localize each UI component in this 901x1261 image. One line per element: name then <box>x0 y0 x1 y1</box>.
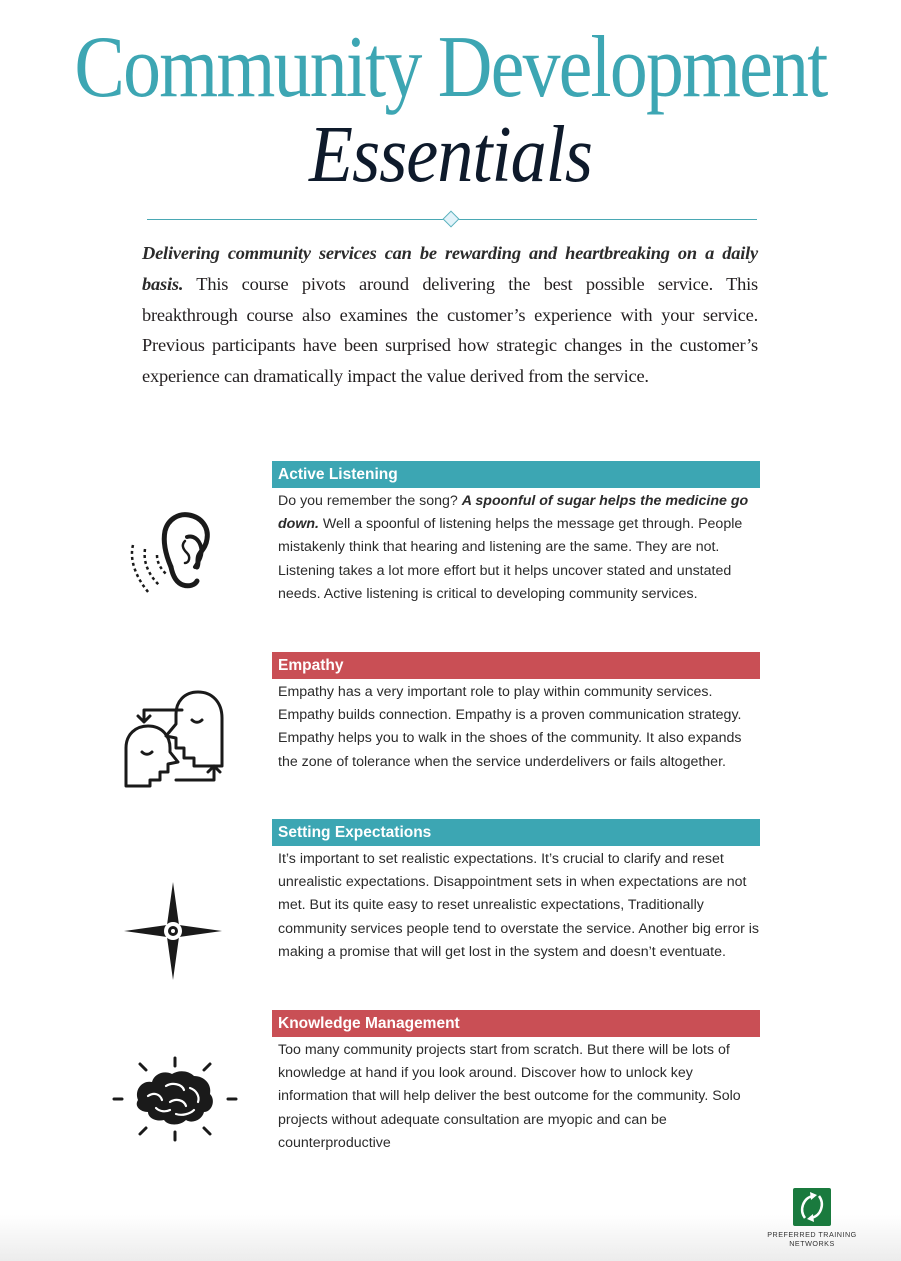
section-body: Too many community projects start from scratch. But there will be lots of knowledge at hand if you look around. Discover how to unlock key information that will help deliver the best outcome for the community. Solo projects without adequate consultation are myopic and can be counterproductive <box>278 1042 741 1151</box>
section-emphasis: A spoonful of sugar helps the medicine go down. <box>278 493 749 533</box>
brain-icon <box>112 1056 238 1142</box>
section-heading: Active Listening <box>272 461 760 488</box>
page-title: Community Development <box>74 19 827 116</box>
company-name-line2: NETWORKS <box>789 1239 835 1248</box>
section-setting-expectations <box>272 819 762 964</box>
company-name-line1: PREFERRED TRAINING <box>767 1230 857 1239</box>
section-text: Well a spoonful of listening helps the message get through. People mistakenly think that hearing and listening are the same. They are not. Listening takes a lot more effort but it helps uncover stated and unstated needs. Active listening is critical to developing community services. <box>278 516 743 602</box>
section-body: Empathy has a very important role to play within community services. Empathy builds connection. Empathy is a proven communication strategy. Empathy helps you to walk in the shoes of the community. It also expands the zone of tolerance when the service underdelivers or fails altogether. <box>278 684 742 770</box>
section-heading: Knowledge Management <box>272 1010 760 1037</box>
intro-paragraph <box>142 238 758 392</box>
divider-diamond-icon <box>443 211 460 228</box>
section-body: It’s important to set realistic expectations. It’s crucial to clarify and reset unrealistic expectations. Disappointment sets in when expectations are not met. But its quite easy to reset unrealistic expectations, Traditionally community services people tend to overstate the service. Another big error is making a promise that will get lost in the system and doesn’t eventuate. <box>278 851 760 960</box>
recycle-arrows-icon <box>793 1188 831 1226</box>
page-subtitle: Essentials <box>308 111 592 199</box>
section-empathy <box>272 652 762 774</box>
section-body <box>272 488 762 606</box>
section-heading: Setting Expectations <box>272 819 760 846</box>
empathy-heads-icon <box>122 688 228 790</box>
section-knowledge-management <box>272 1010 762 1155</box>
company-logo <box>793 1188 831 1226</box>
company-name <box>752 1230 872 1248</box>
section-active-listening <box>272 461 762 606</box>
compass-star-icon <box>124 882 222 980</box>
section-text: Do you remember the song? <box>278 493 462 509</box>
ear-icon <box>125 505 217 605</box>
intro-body: This course pivots around delivering the best possible service. This breakthrough course also examines the customer’s experience with your service. Previous participants have been surprised how strategic changes in the customer’s experience can dramatically impact the value derived from the service. <box>142 273 758 387</box>
section-heading: Empathy <box>272 652 760 679</box>
intro-lead: Delivering community services can be rewarding and heartbreaking on a daily basis. <box>142 243 758 294</box>
